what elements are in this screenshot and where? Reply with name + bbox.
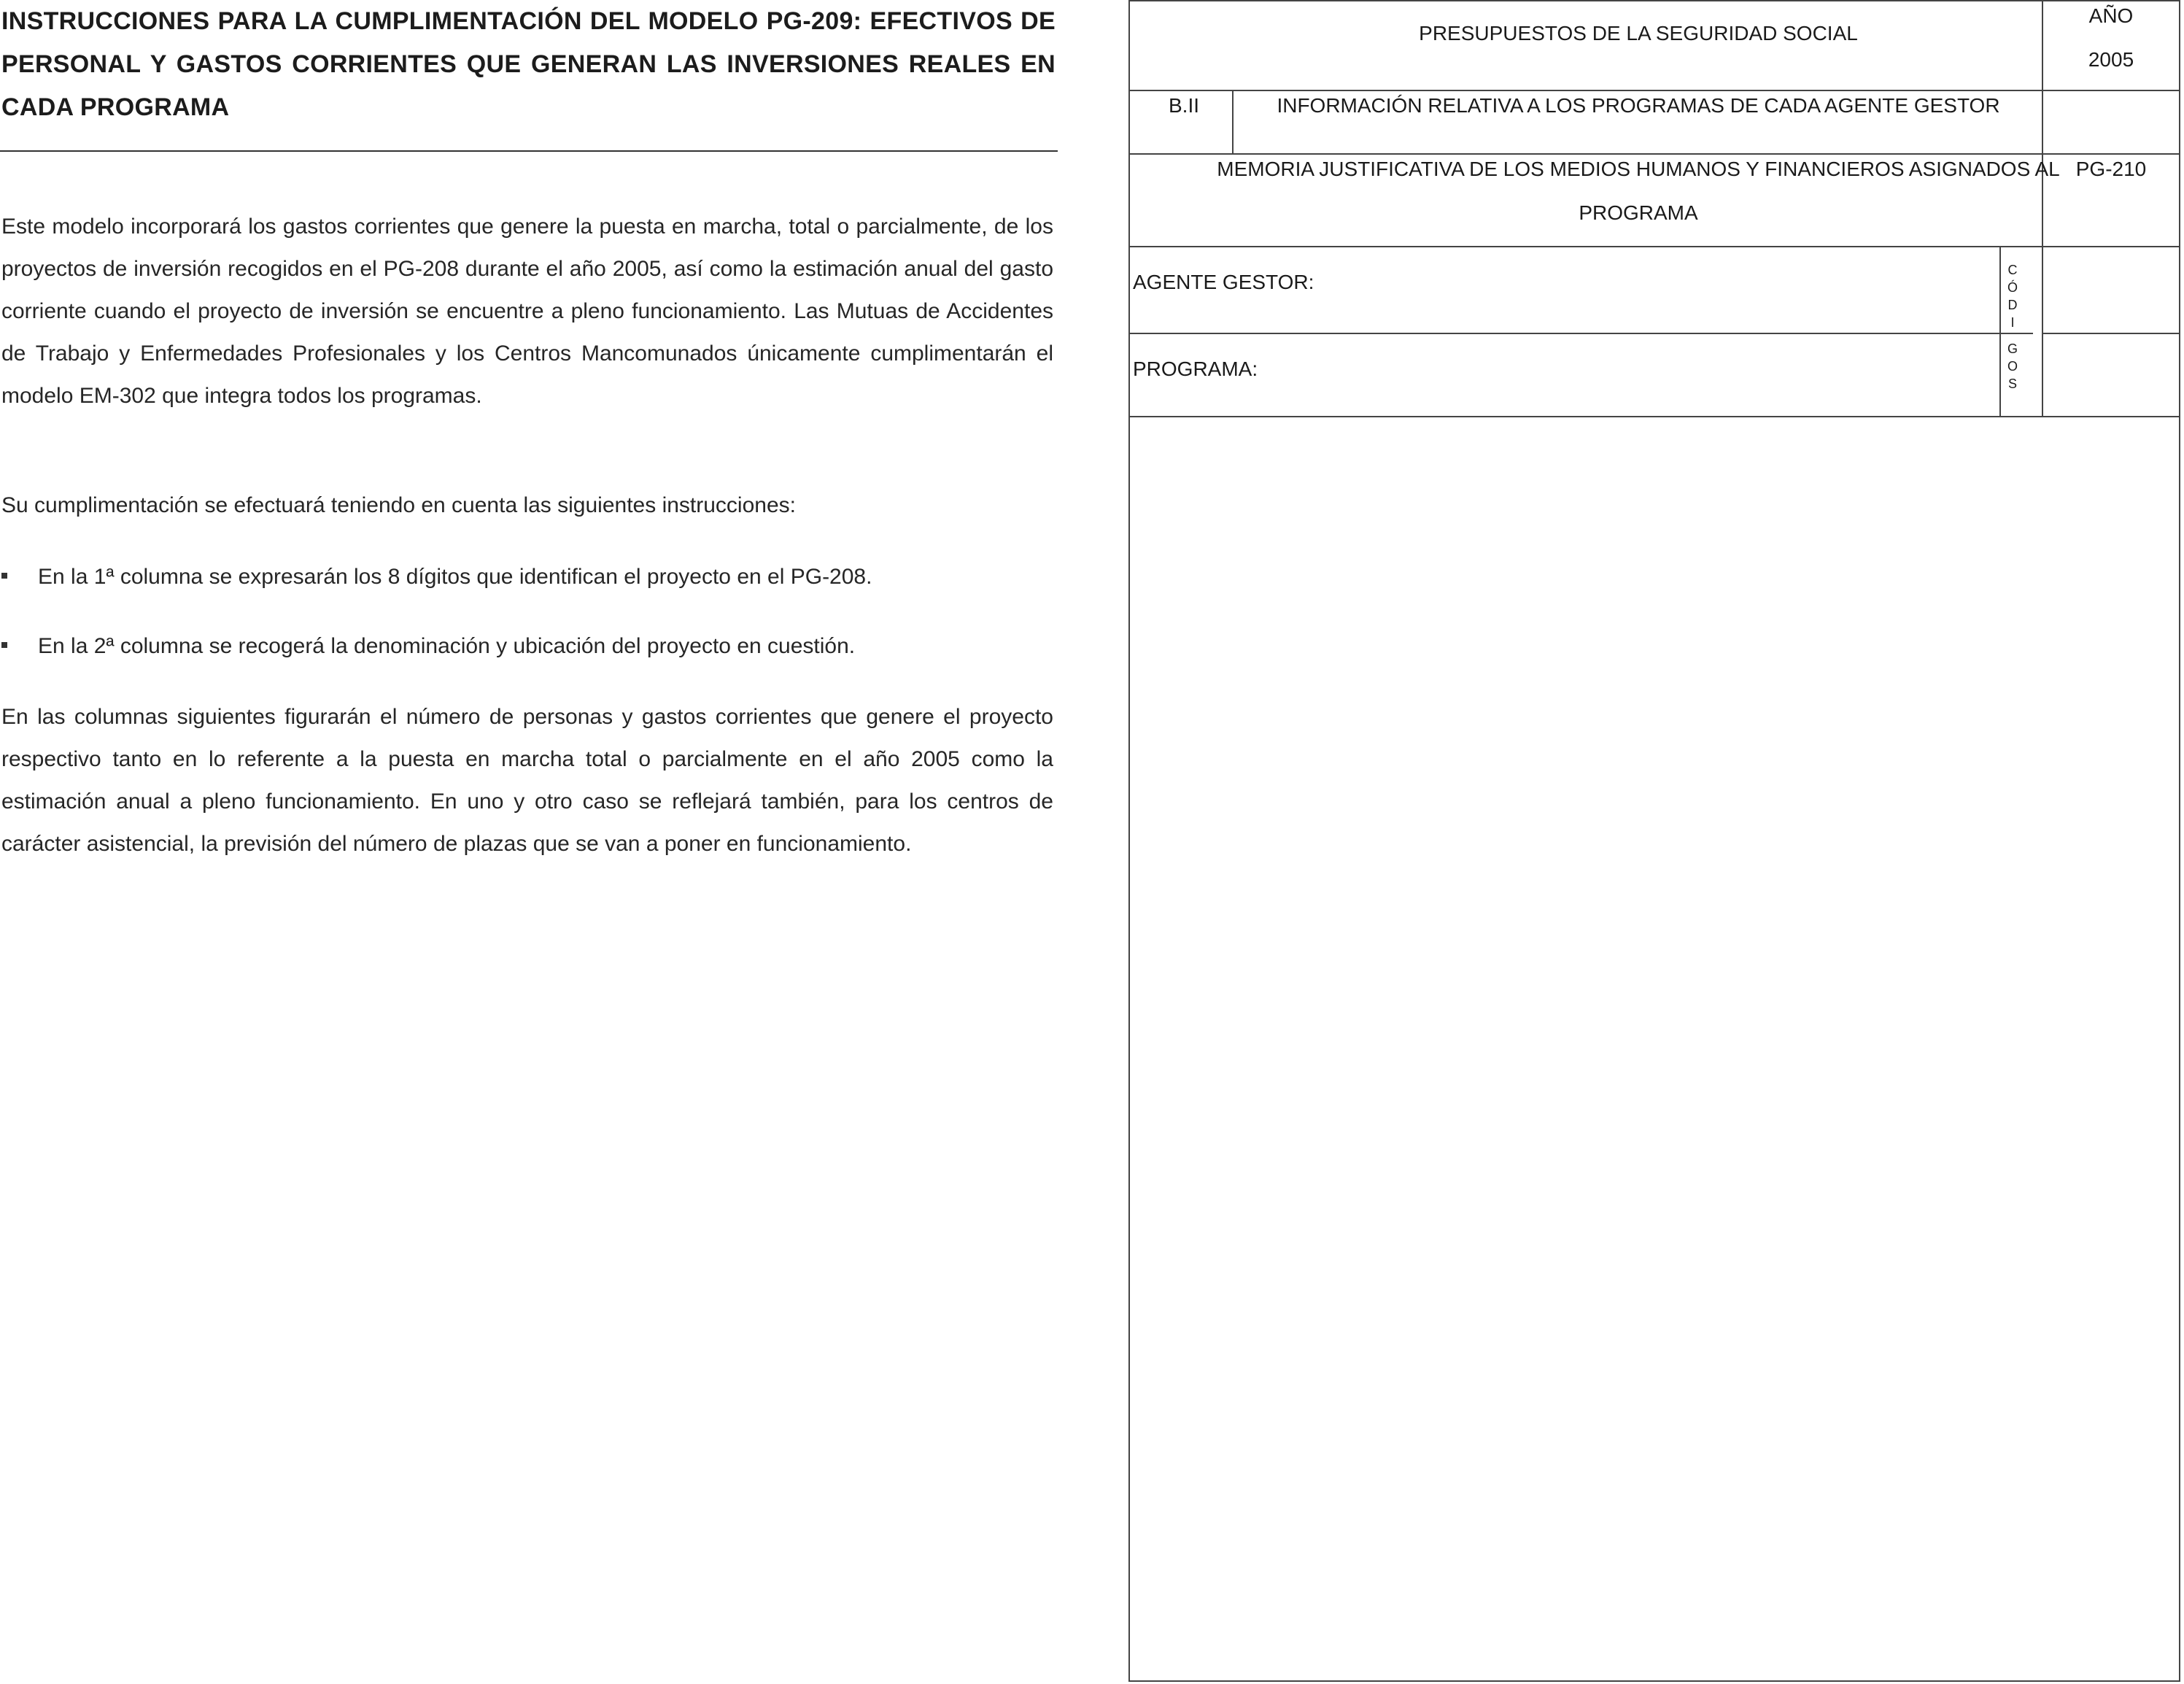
codigos-letter: S — [2007, 376, 2017, 391]
agente-gestor-label: AGENTE GESTOR: — [1133, 271, 1314, 293]
memoria-title-line-2: PROGRAMA — [1579, 201, 1698, 224]
codigos-letter: C — [2007, 263, 2018, 277]
code-column-line — [2042, 153, 2043, 416]
codigos-letter: O — [2007, 359, 2018, 374]
codigos-letter: I — [2010, 315, 2015, 330]
instructions-title: INSTRUCCIONES PARA LA CUMPLIMENTACIÓN DEL MODELO PG-209: EFECTIVOS DE PERSONAL Y GASTOS CORRIENTES QUE GENERAN LAS INVERSIONES REALES EN CADA PROGRAMA — [1, 7, 1056, 121]
form-row-line — [1130, 246, 2179, 247]
year-value: 2005 — [2088, 48, 2134, 71]
section-code-line — [1232, 90, 1234, 153]
bullet-item-1 — [1, 556, 872, 598]
section-code: B.II — [1169, 94, 1200, 117]
columns-paragraph: En las columnas siguientes figurarán el número de personas y gastos corrientes que genere el proyecto respectivo tanto en lo referente a la puesta en marcha total o parcialmente en el año 2005 como la estimación anual a pleno funcionamiento. En uno y otro caso se reflejará también, para los centros de carácter asistencial, la previsión del número de plazas que se van a poner en funcionamiento. — [1, 705, 1053, 856]
year-column-line — [2042, 0, 2043, 153]
intro-paragraph: Este modelo incorporará los gastos corrientes que genere la puesta en marcha, total o parcialmente, de los proyectos de inversión recogidos en el PG-208 durante el año 2005, así como la estimación anual del gasto corriente cuando el proyecto de inversión se encuentre a pleno funcionamiento. Las Mutuas de Accidentes de Trabajo y Enfermedades Profesionales y los Centros Mancomunados únicamente cumplimentarán el modelo EM-302 que integra todos los programas. — [1, 215, 1053, 408]
codigos-letter: G — [2007, 341, 2018, 356]
codigos-column-line — [1999, 246, 2001, 416]
programa-label: PROGRAMA: — [1133, 358, 1258, 380]
memoria-title-line-1: MEMORIA JUSTIFICATIVA DE LOS MEDIOS HUMANOS Y FINANCIEROS ASIGNADOS AL — [1217, 158, 2060, 180]
form-row-line — [1130, 90, 2179, 91]
form-body-empty-area — [1130, 417, 2179, 1679]
codigos-letter: Ó — [2007, 280, 2018, 295]
header-title: PRESUPUESTOS DE LA SEGURIDAD SOCIAL — [1419, 22, 1858, 45]
bullet-item-2 — [1, 625, 855, 668]
form-top-border — [1130, 0, 2179, 1]
bullet-text-2: En la 2ª columna se recogerá la denominación y ubicación del proyecto en cuestión. — [38, 634, 856, 658]
codigos-letter: D — [2007, 298, 2018, 312]
bullet-icon — [1, 642, 7, 648]
form-code: PG-210 — [2075, 158, 2147, 180]
bullet-icon — [1, 573, 7, 579]
instructions-lead: Su cumplimentación se efectuará teniendo en cuenta las siguientes instrucciones: — [1, 493, 796, 517]
section-title: INFORMACIÓN RELATIVA A LOS PROGRAMAS DE CADA AGENTE GESTOR — [1277, 94, 2000, 117]
title-divider — [0, 150, 1058, 152]
form-row-line — [1130, 153, 2179, 155]
form-row-line — [1130, 333, 2033, 334]
form-row-line — [2042, 333, 2179, 334]
form-pg-210 — [1128, 0, 2180, 1682]
year-label: AÑO — [2088, 4, 2134, 27]
bullet-text-1: En la 1ª columna se expresarán los 8 dígitos que identifican el proyecto en el PG-208. — [38, 565, 872, 589]
